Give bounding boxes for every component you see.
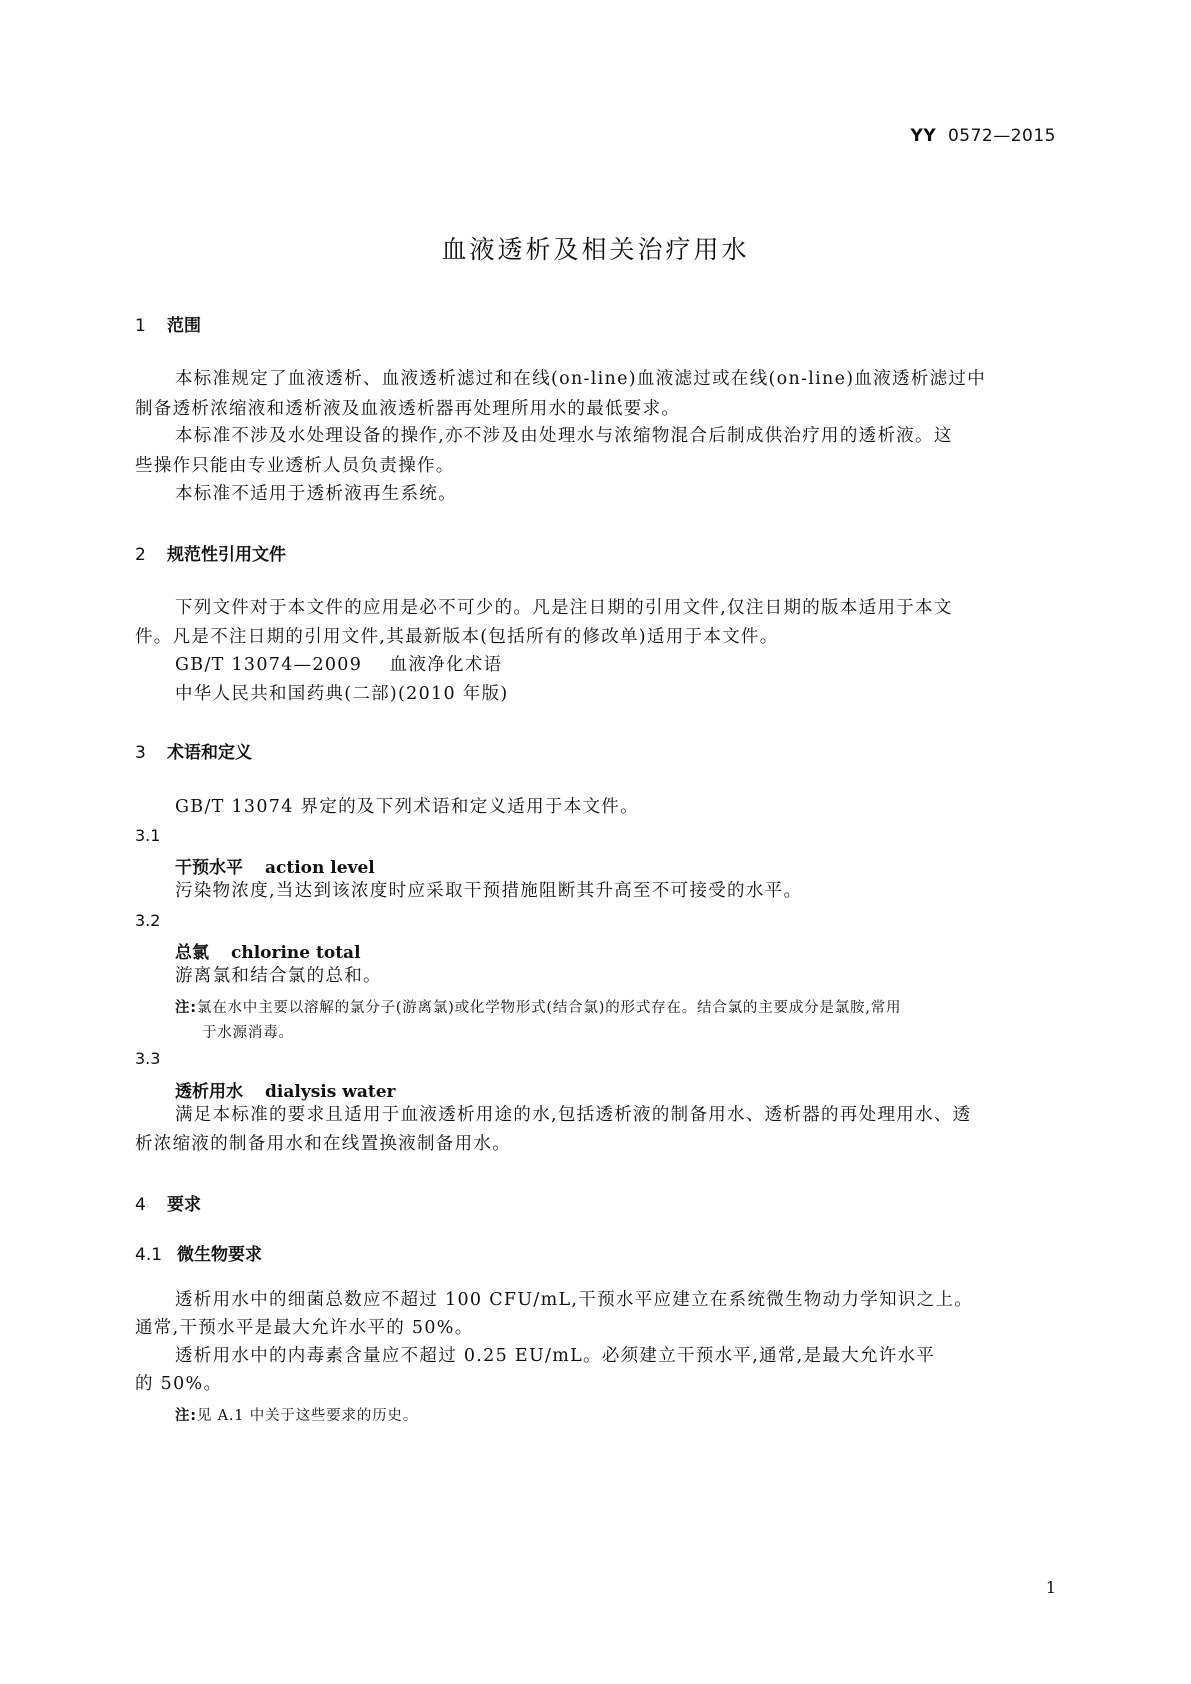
note-text: 见 A.1 中关于这些要求的历史。 — [196, 1408, 419, 1424]
paragraph-line: 的 50%。 — [135, 1374, 223, 1394]
section-4-heading — [135, 1190, 201, 1215]
term-heading — [175, 853, 375, 878]
section-title: 范围 — [167, 316, 201, 336]
document-title: 血液透析及相关治疗用水 — [441, 235, 750, 264]
section-title: 规范性引用文件 — [167, 545, 286, 565]
paragraph-line: 本标准不涉及水处理设备的操作,亦不涉及由处理水与浓缩物混合后制成供治疗用的透析液。这 — [175, 426, 953, 446]
reference-code: GB/T 13074—2009 — [175, 655, 363, 675]
note-label: 注: — [175, 1408, 197, 1424]
paragraph-line: 件。凡是不注日期的引用文件,其最新版本(包括所有的修改单)适用于本文件。 — [135, 627, 779, 647]
term-chinese: 干预水平 — [175, 858, 243, 878]
reference-title: 血液净化术语 — [389, 655, 503, 675]
paragraph-line: 透析用水中的细菌总数应不超过 100 CFU/mL,干预水平应建立在系统微生物动力学知识之上。 — [175, 1290, 974, 1310]
term-english: action level — [265, 858, 375, 878]
paragraph-line: 制备透析浓缩液和透析液及血液透析器再处理所用水的最低要求。 — [135, 399, 681, 419]
section-title: 要求 — [167, 1195, 201, 1215]
section-number: 1 — [135, 316, 146, 336]
page-number: 1 — [1045, 1578, 1056, 1597]
paragraph-line: 通常,干预水平是最大允许水平的 50%。 — [135, 1318, 474, 1338]
term-number: 3.1 — [135, 826, 161, 845]
term-definition: 游离氯和结合氯的总和。 — [175, 966, 382, 986]
standard-prefix: YY — [910, 126, 937, 146]
term-number: 3.3 — [135, 1049, 161, 1068]
term-english: chlorine total — [231, 943, 361, 963]
section-title: 术语和定义 — [167, 743, 252, 763]
note-line — [175, 1404, 418, 1425]
note-line — [175, 996, 901, 1017]
note-text: 氯在水中主要以溶解的氯分子(游离氯)或化学物形式(结合氯)的形式存在。结合氯的主要成分是氯胺,常用 — [196, 1000, 902, 1016]
paragraph-line: 下列文件对于本文件的应用是必不可少的。凡是注日期的引用文件,仅注日期的版本适用于本文 — [175, 598, 953, 618]
section-number: 4 — [135, 1195, 146, 1215]
term-chinese: 总氯 — [175, 943, 209, 963]
term-number: 3.2 — [135, 911, 161, 930]
section-number: 3 — [135, 743, 146, 763]
term-heading — [175, 1077, 396, 1102]
term-definition: 污染物浓度,当达到该浓度时应采取干预措施阻断其升高至不可接受的水平。 — [175, 881, 803, 901]
subsection-number: 4.1 — [135, 1245, 163, 1265]
section-number: 2 — [135, 545, 146, 565]
paragraph-line: 本标准规定了血液透析、血液透析滤过和在线(on-line)血液滤过或在线(on-line)血液透析滤过中 — [175, 369, 986, 389]
section-2-heading — [135, 540, 286, 565]
term-heading — [175, 938, 361, 963]
section-1-heading — [135, 311, 201, 336]
term-definition: 析浓缩液的制备用水和在线置换液制备用水。 — [135, 1134, 511, 1154]
paragraph-line: 本标准不适用于透析液再生系统。 — [175, 484, 457, 504]
section-3-heading — [135, 738, 252, 763]
paragraph-line: 些操作只能由专业透析人员负责操作。 — [135, 456, 455, 476]
reference-entry: 中华人民共和国药典(二部)(2010 年版) — [175, 684, 509, 704]
standard-code — [911, 126, 1056, 146]
term-english: dialysis water — [265, 1082, 396, 1102]
term-definition: 满足本标准的要求且适用于血液透析用途的水,包括透析液的制备用水、透析器的再处理用水、透 — [175, 1105, 972, 1125]
subsection-4-1-heading — [135, 1240, 262, 1265]
note-line: 于水源消毒。 — [202, 1025, 294, 1041]
reference-entry — [175, 650, 502, 680]
paragraph-line: 透析用水中的内毒素含量应不超过 0.25 EU/mL。必须建立干预水平,通常,是最大允许水平 — [175, 1346, 936, 1366]
paragraph-line: GB/T 13074 界定的及下列术语和定义适用于本文件。 — [175, 797, 639, 817]
subsection-title: 微生物要求 — [177, 1245, 262, 1265]
standard-number: 0572—2015 — [947, 126, 1056, 146]
term-chinese: 透析用水 — [175, 1082, 243, 1102]
note-label: 注: — [175, 1000, 197, 1016]
